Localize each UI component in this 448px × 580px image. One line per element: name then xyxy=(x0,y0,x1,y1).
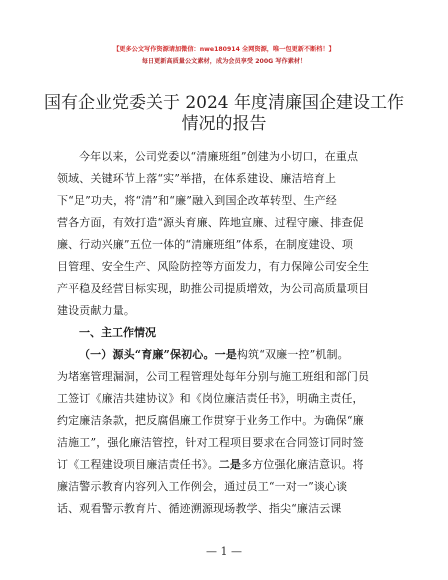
para-lead-line xyxy=(57,344,391,366)
promo-banner-line-2: 每日更新高质量公文素材，成为会员享受 200G 写作素材！ xyxy=(141,58,307,65)
document-title-line-2: 情况的报告 xyxy=(181,114,267,134)
para-line: 廉洁警示教育内容列入工作例会，通过员工“一对一”谈心谈 xyxy=(57,480,348,493)
document-title-line-1: 国有企业党委关于 2024 年度清廉国企建设工作 xyxy=(43,93,405,113)
page-number: — 1 — xyxy=(206,545,242,558)
para-line: 约定廉洁条款，把反腐倡廉工作贯穿于业务工作中。为确保“廉 xyxy=(57,414,364,427)
intro-line: 领域、关键环节上落“实”举措，在体系建设、廉洁培育上 xyxy=(57,172,337,185)
intro-line: 廉、行动兴廉”五位一体的“清廉班组”体系，在制度建设、项 xyxy=(57,238,354,251)
intro-line: 目管理、安全生产、风险防控等方面发力，有力保障公司安全生 xyxy=(57,260,370,273)
promo-banner-line-1: 【更多公文写作资源请加微信：nwe180914 全网资源，唯一包更新不断档！】 xyxy=(113,46,335,53)
para-line: 话、观看警示教育片、循迹溯源现场教学、指尖“廉洁云课 xyxy=(57,502,342,515)
para-line: 为堵塞管理漏洞，公司工程管理处每年分别与施工班组和部门员 xyxy=(57,370,370,383)
section-paragraph xyxy=(57,344,391,520)
para-bold-marker: 二是 xyxy=(218,458,242,471)
para-lead-bold: （一）源头“育廉”保初心。一是 xyxy=(79,348,237,361)
intro-line: 产平稳及经营目标实现，助推公司提质增效，为公司高质量项目 xyxy=(57,282,370,295)
section-heading: 一、主工作情况 xyxy=(79,326,156,339)
intro-line: 今年以来，公司党委以“清廉班组”创建为小切口，在重点 xyxy=(79,150,359,163)
para-line-with-bold xyxy=(57,454,391,476)
para-segment: 多方位强化廉洁意识。将 xyxy=(241,458,364,471)
intro-line: 建设贡献力量。 xyxy=(57,304,136,317)
para-line: 洁施工”，强化廉洁管控，针对工程项目要求在合同签订同时签 xyxy=(57,436,364,449)
intro-line: 下“足”功夫，将“清”和“廉”融入到国企改革转型、生产经 xyxy=(57,194,337,207)
para-line: 工签订《廉洁共建协议》和《岗位廉洁责任书》，明确主责任， xyxy=(57,392,364,405)
intro-paragraph xyxy=(57,146,391,322)
para-segment: 订《工程建设项目廉洁责任书》。 xyxy=(57,458,219,471)
para-lead-rest: 构筑“双廉一控”机制。 xyxy=(236,348,349,361)
intro-line: 营各方面，有效打造“源头育廉、阵地宣廉、过程守廉、排查促 xyxy=(57,216,364,229)
